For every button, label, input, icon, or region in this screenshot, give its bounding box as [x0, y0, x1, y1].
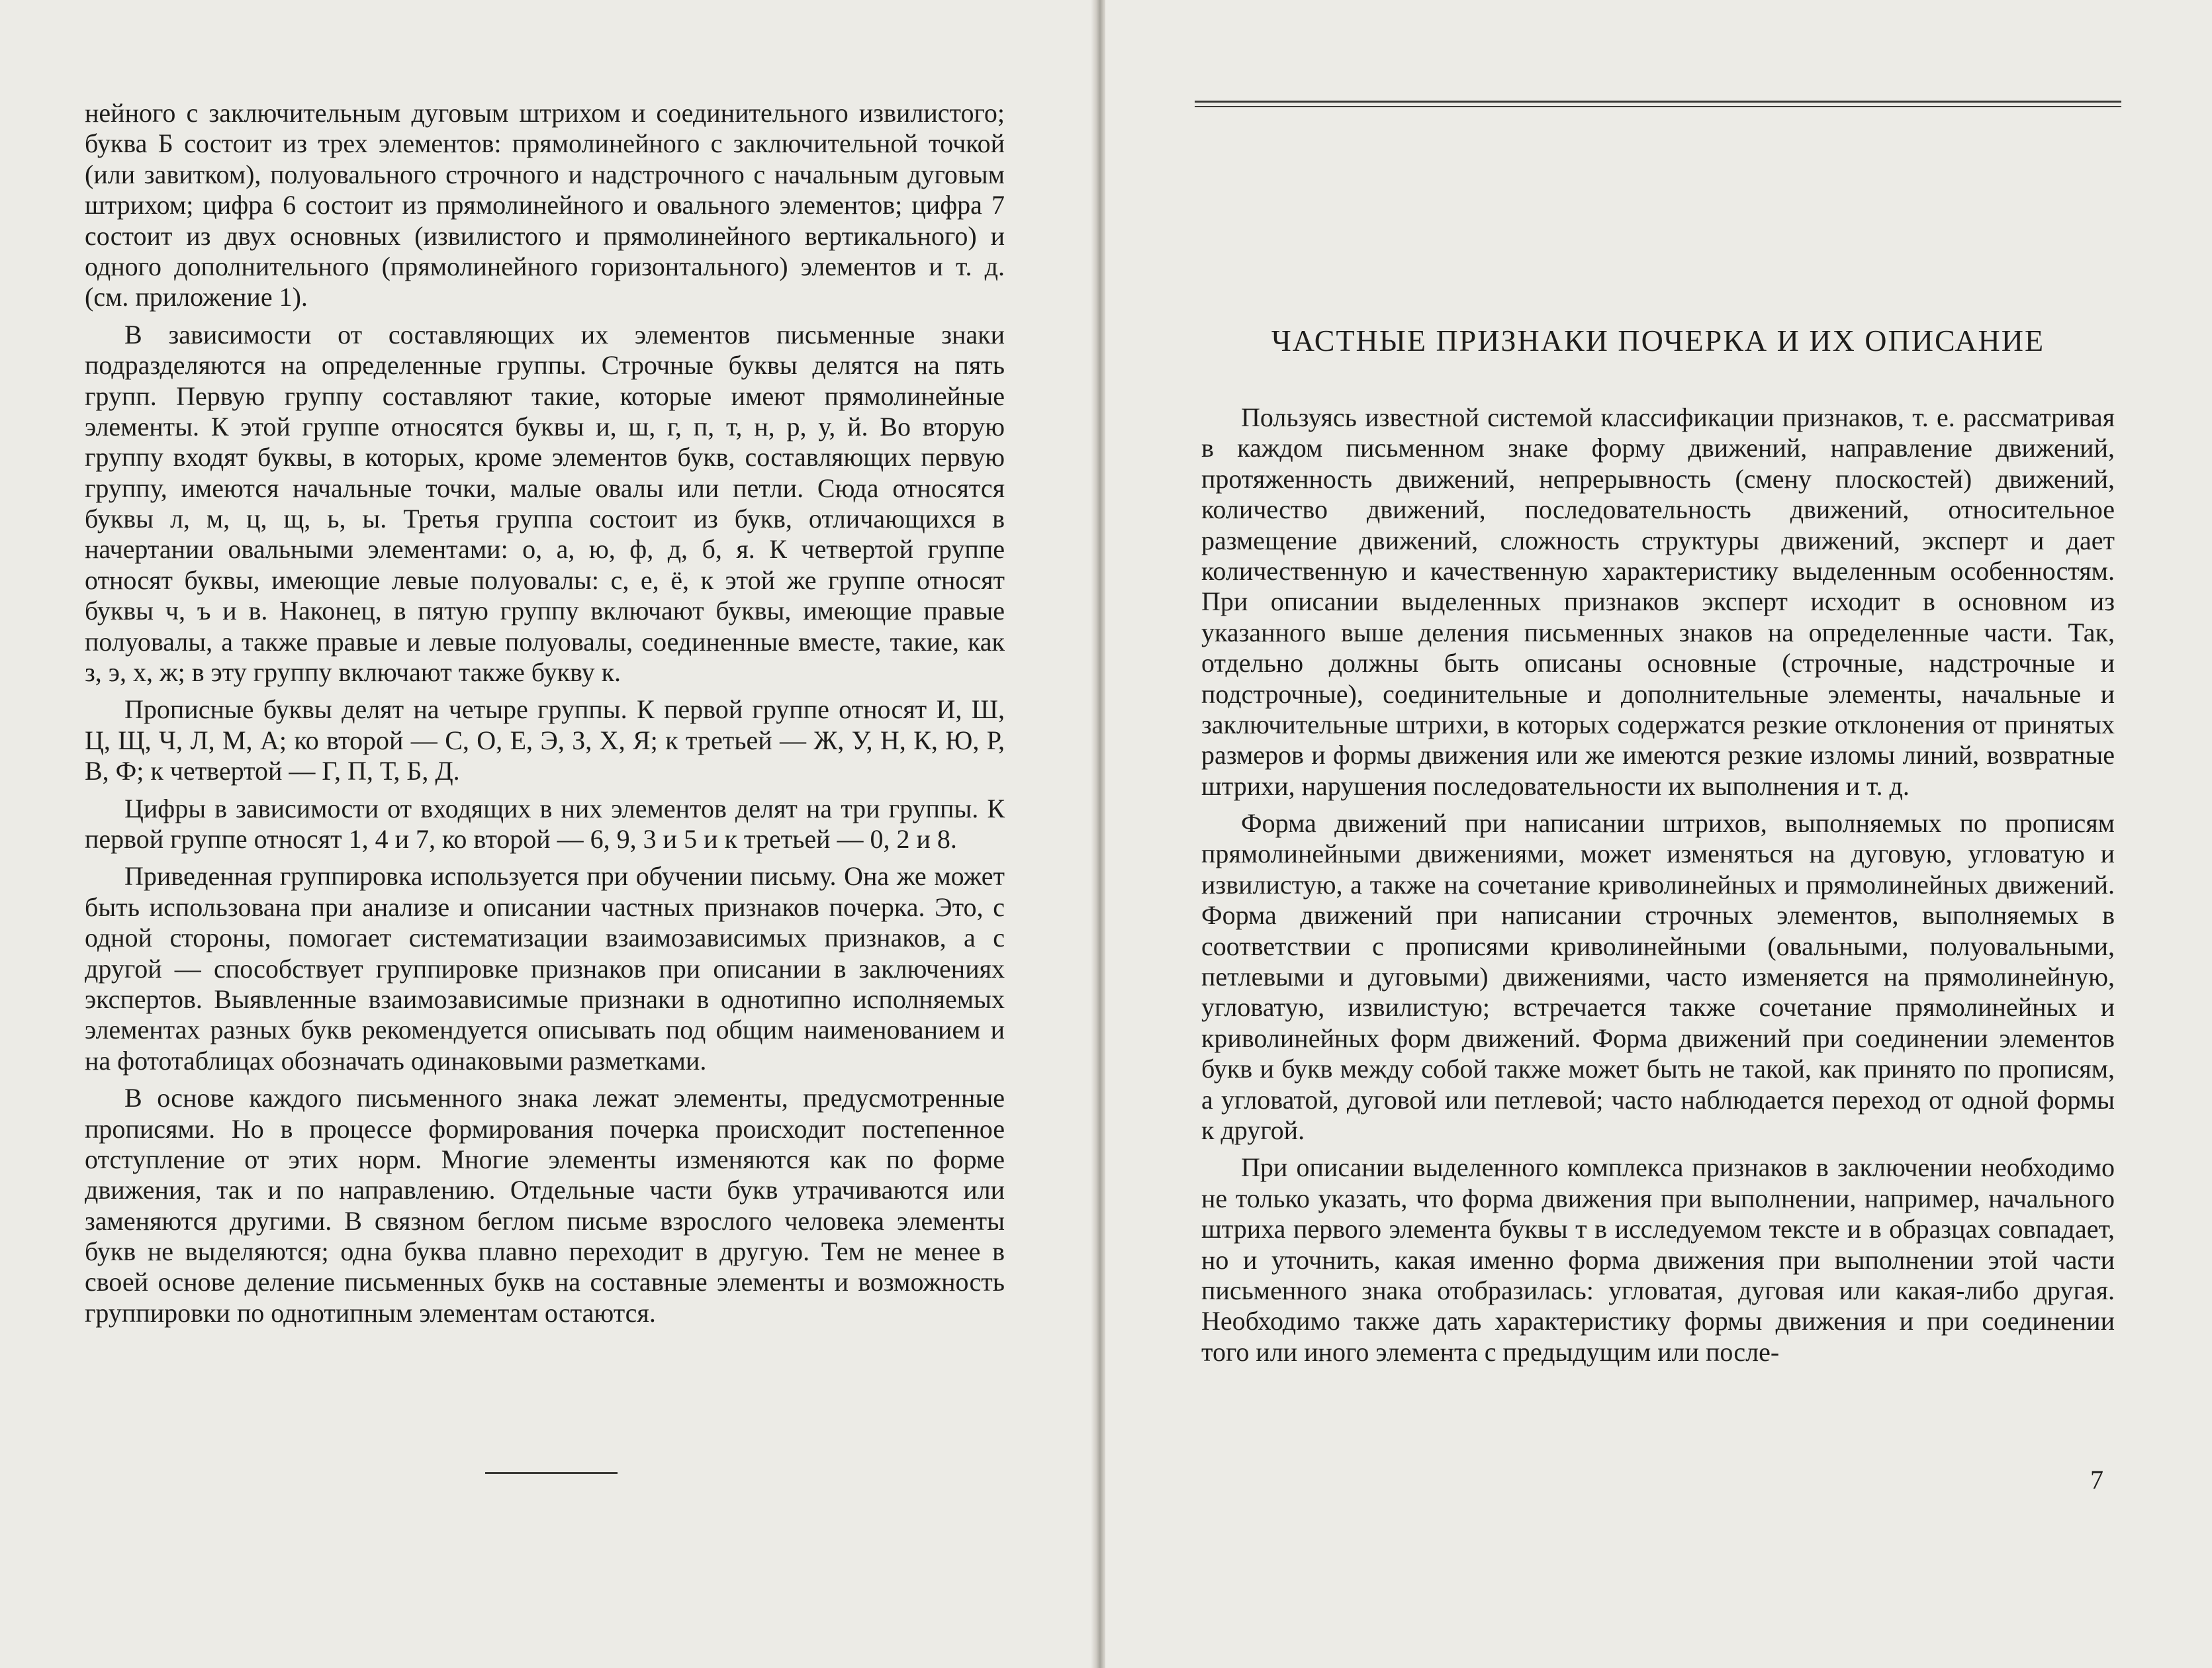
left-page [0, 0, 1095, 1668]
paragraph: Форма движений при написании штрихов, выполняемых по прописям прямолинейными движениями, может изменяться на дуговую, угловатую и извилистую, а также на сочетание криволинейных и прямолинейных движений. Форма движений при написании строчных элементов, выполняемых в соответствии с прописями криволинейными (овальными, полуовальными, петлевыми и дуговыми) движениями, часто изменяется на прямолинейную, угловатую, извилистую; встречается также сочетание прямолинейных и криволинейных форм движений. Форма движений при соединении элементов букв и букв между собой также может быть не такой, как принято по прописям, а угловатой, дуговой или петлевой; часто наблюдается переход от одной формы к другой. [1201, 808, 2115, 1145]
paragraph: Цифры в зависимости от входящих в них элементов делят на три группы. К первой группе относят 1, 4 и 7, ко второй — 6, 9, 3 и 5 и к третьей — 0, 2 и 8. [85, 793, 1005, 854]
header-rule [1195, 101, 2121, 107]
paragraph: В основе каждого письменного знака лежат элементы, предусмотренные прописями. Но в процессе формирования почерка происходит постепенное отступление от этих норм. Многие элементы изменяются как по форме движения, так и по направлению. Отдельные части букв утрачиваются или заменяются другими. В связном беглом письме взрослого человека элементы букв не выделяются; одна буква плавно переходит в другую. Тем не менее в своей основе деление письменных букв на составные элементы и возможность группировки по однотипным элементам остаются. [85, 1083, 1005, 1328]
left-page-text [85, 98, 1005, 1335]
page-number: 7 [2090, 1465, 2103, 1495]
chapter-heading: ЧАСТНЫЕ ПРИЗНАКИ ПОЧЕРКА И ИХ ОПИСАНИЕ [1271, 324, 2045, 357]
paragraph: Прописные буквы делят на четыре группы. К первой группе относят И, Ш, Ц, Щ, Ч, Л, М, А; ко второй — С, О, Е, Э, З, Х, Я; к третьей — Ж, У, Н, К, Ю, Р, В, Ф; к четвертой — Г, П, Т, Б, Д. [85, 694, 1005, 786]
right-page [1105, 0, 2212, 1668]
right-page-text [1201, 402, 2115, 1374]
paragraph: Пользуясь известной системой классификации признаков, т. е. рассматривая в каждом письменном знаке форму движений, направление движений, протяженность движений, непрерывность (смену плоскостей) движений, количество движений, последовательность движений, относительное размещение движений, сложность структуры движений, эксперт и дает количественную и качественную характеристику выделенным особенностям. При описании выделенных признаков эксперт исходит в основном из указанного выше деления письменных знаков на определенные части. Так, отдельно должны быть описаны основные (строчные, надстрочные и подстрочные), соединительные и дополнительные элементы, начальные и заключительные штрихи, в которых содержатся резкие отклонения от принятых размеров и формы движения или же имеются резкие изломы линий, возвратные штрихи, нарушения последовательности их выполнения и т. д. [1201, 402, 2115, 801]
paragraph: нейного с заключительным дуговым штрихом и соединительного извилистого; буква Б состоит из трех элементов: прямолинейного с заключительной точкой (или завитком), полуовального строчного и надстрочного с начальным дуговым штрихом; цифра 6 состоит из прямолинейного и овального элементов; цифра 7 состоит из двух основных (извилистого и прямолинейного вертикального) и одного дополнительного (прямолинейного горизонтального) элементов и т. д. (см. приложение 1). [85, 98, 1005, 312]
paragraph: В зависимости от составляющих их элементов письменные знаки подразделяются на определенные группы. Строчные буквы делятся на пять групп. Первую группу составляют такие, которые имеют прямолинейные элементы. К этой группе относятся буквы и, ш, г, п, т, н, р, у, й. Во вторую группу входят буквы, в которых, кроме элементов букв, составляющих первую группу, имеются начальные точки, малые овалы или петли. Сюда относятся буквы л, м, ц, щ, ь, ы. Третья группа состоит из букв, отличающихся в начертании овальными элементами: о, а, ю, ф, д, б, я. К четвертой группе относят буквы, имеющие левые полуовалы: с, е, ё, к этой же группе относят буквы ч, ъ и в. Наконец, в пятую группу включают буквы, имеющие правые полуовалы, а также правые и левые полуовалы, соединенные вместе, такие, как з, э, х, ж; в эту группу включают также букву к. [85, 319, 1005, 688]
section-separator [485, 1472, 618, 1474]
paragraph: При описании выделенного комплекса признаков в заключении необходимо не только указать, что форма движения при выполнении, например, начального штриха первого элемента буквы т в исследуемом тексте и в образцах совпадает, но и уточнить, какая именно форма движения при выполнении этой части письменного знака отобразилась: угловатая, дуговая или какая-либо другая. Необходимо также дать характеристику формы движения и при соединении того или иного элемента с предыдущим или после- [1201, 1152, 2115, 1367]
paragraph: Приведенная группировка используется при обучении письму. Она же может быть использована при анализе и описании частных признаков почерка. Это, с одной стороны, помогает систематизации взаимозависимых признаков, а с другой — способствует группировке признаков при описании в заключениях экспертов. Выявленные взаимозависимые признаки в однотипно исполняемых элементах разных букв рекомендуется описывать под общим наименованием и на фототаблицах обозначать одинаковыми разметками. [85, 861, 1005, 1076]
